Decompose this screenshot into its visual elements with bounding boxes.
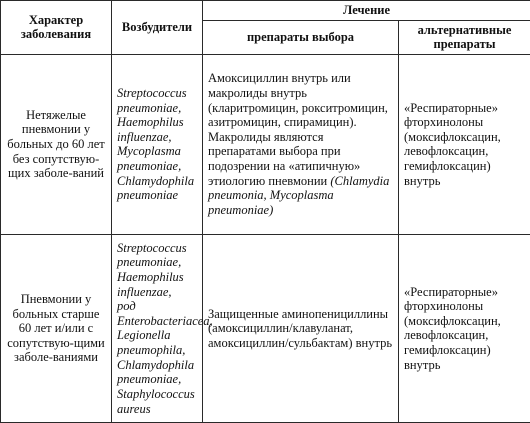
header-first-choice: препараты выбора [203, 20, 399, 54]
header-pathogens: Возбудители [112, 1, 203, 55]
header-disease: Характер заболевания [1, 1, 112, 55]
alternative-cell: «Респираторные» фторхинолоны (моксифлоксацин, левофлоксацин, гемифлоксацин) внутрь [399, 234, 530, 422]
pathogen-item: род Enterobacteriacea, [117, 299, 213, 328]
pathogen-item: Streptococcus pneumoniae, [117, 240, 187, 270]
first-choice-pathogens: (Chlamydia pneumonia, Mycoplasma pneumoniae) [208, 173, 390, 217]
first-choice-cell: Защищенные аминопенициллины (амоксициллин/клавуланат, амоксициллин/сульбактам) внутрь [203, 234, 399, 422]
alternative-cell: «Респираторные» фторхинолоны (моксифлоксацин, левофлоксацин, гемифлоксацин) внутрь [399, 54, 530, 234]
table-row [1, 234, 530, 422]
first-choice-cell [203, 54, 399, 234]
pathogens-cell [112, 234, 213, 422]
pathogens-cell [112, 54, 203, 234]
header-alternative: альтернативные препараты [399, 20, 530, 54]
pathogen-item: Mycoplasma pneumoniae, [117, 144, 182, 173]
pathogen-item: Streptococcus pneumoniae, [117, 85, 187, 115]
first-choice-text: Амоксициллин внутрь или макролиды внутрь (кларитромицин, рокситромицин, азитромицин, спирамицин). Макролиды являются препаратами выбора при подозрении на «атипичную» этиологию пневмонии [208, 71, 388, 188]
table-row [1, 54, 530, 234]
pathogen-item: Haemophilus influenzae, [117, 269, 184, 299]
disease-cell: Пневмонии у больных старше 60 лет и/или с сопутствую-щими заболе-ваниями [1, 234, 112, 422]
pathogen-item: Legionella pneumophila, [117, 328, 186, 358]
disease-cell: Нетяжелые пневмонии у больных до 60 лет без сопутствую-щих заболе-ваний [1, 54, 112, 234]
header-row-1 [1, 1, 530, 21]
pathogen-item: Staphylococcus aureus [117, 386, 195, 416]
pathogen-item: Chlamydophila pneumoniae [117, 173, 195, 203]
header-treatment: Лечение [203, 1, 530, 21]
pathogen-item: Haemophilus influenzae, [117, 115, 184, 144]
pathogen-item: Chlamydophila pneumoniae, [117, 357, 195, 387]
